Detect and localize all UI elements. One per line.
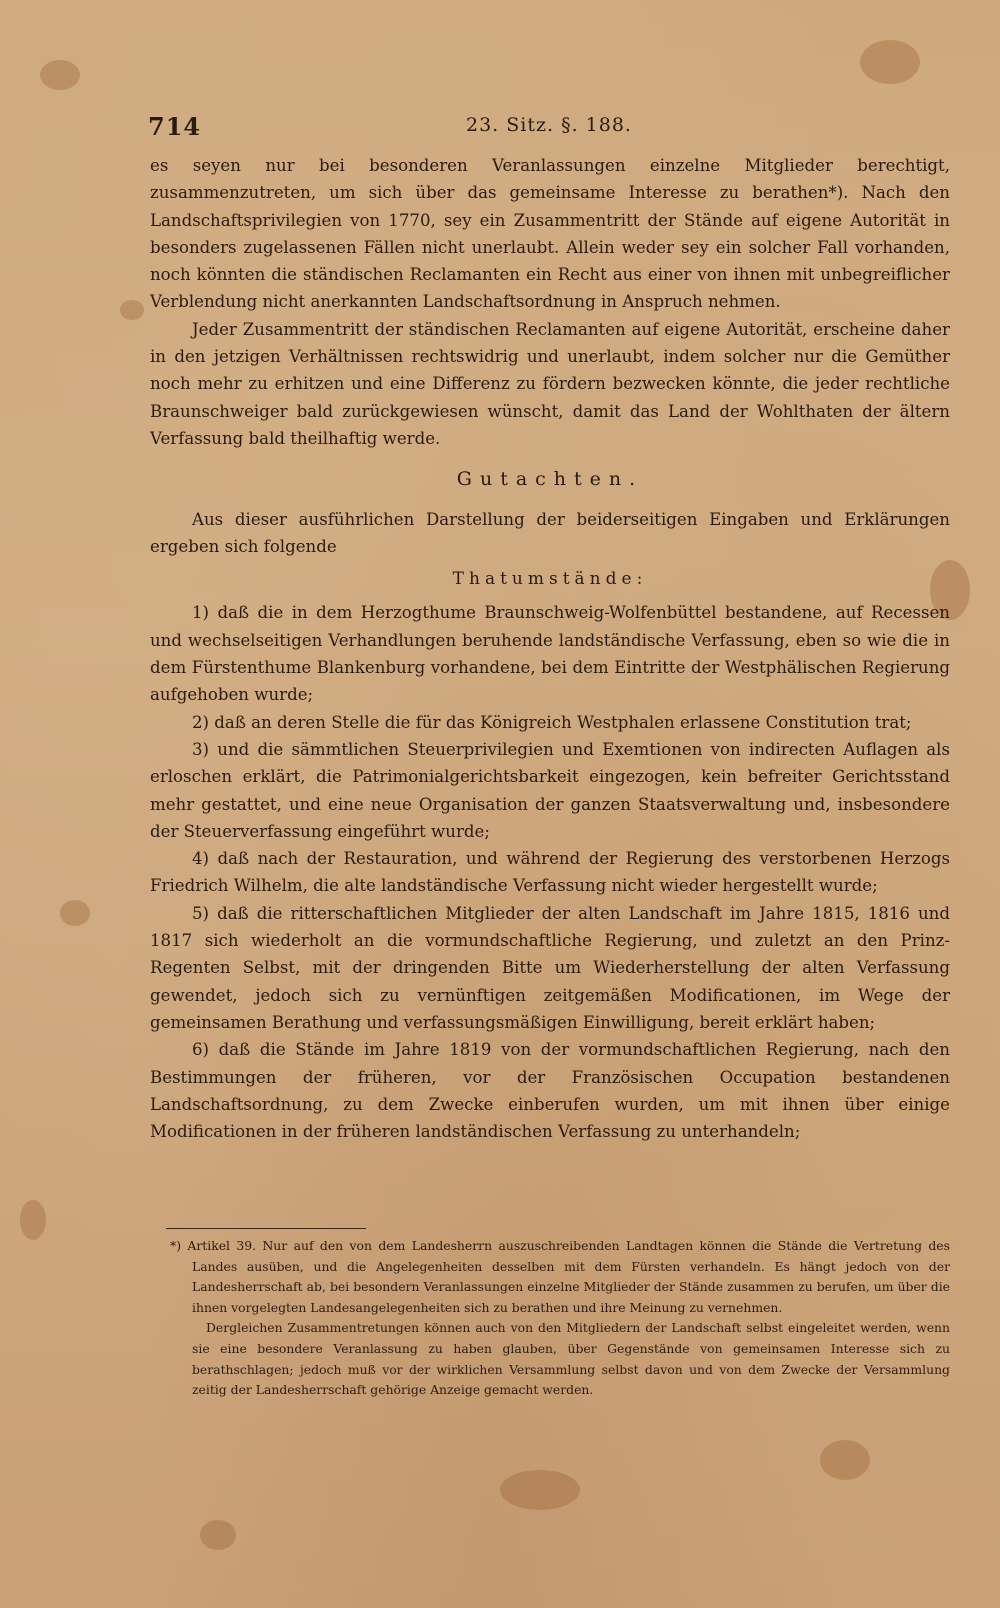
stain <box>860 40 920 84</box>
footnotes <box>170 1236 950 1401</box>
running-head: 23. Sitz. §. 188. <box>466 114 632 136</box>
list-item: 5) daß die ritterschaftlichen Mitglieder der alten Landschaft im Jahre 1815, 1816 und 1817 sich wiederholt an die vormundschaftliche Regierung, und zuletzt an den Prinz-Regenten Selbst, mit der dringenden Bitte um Wiederherstellung der alten Verfassung gewendet, jedoch sich zu vernünftigen zeitgemäßen Modificationen, im Wege der gemeinsamen Berathung und verfassungsmäßigen Einwilligung, bereit erklärt haben; <box>150 903 950 1032</box>
list-item: 2) daß an deren Stelle die für das Königreich Westphalen erlassene Constitution trat; <box>192 712 912 732</box>
stain <box>20 1200 46 1240</box>
page-number: 714 <box>148 112 202 141</box>
stain <box>500 1470 580 1510</box>
subsection-heading: Thatumstände: <box>452 569 648 590</box>
main-text <box>150 152 950 1145</box>
page-header <box>148 112 948 146</box>
footnote: *) Artikel 39. Nur auf den von dem Landesherrn auszuschreibenden Landtagen können die Stände die Vertretung des Landes ausüben, und die Angelegenheiten desselben mit dem Fürsten verhandeln. Es hängt jedoch von der Landesherrschaft ab, bei besondern Veranlassungen einzelne Mitglieder der Stände zusammen zu berufen, um über die ihnen vorgelegten Landesangelegenheiten sich zu berathen und ihre Meinung zu vernehmen. <box>170 1238 950 1315</box>
footnote-divider <box>166 1228 366 1229</box>
list-item: 1) daß die in dem Herzogthume Braunschweig-Wolfenbüttel bestandene, auf Recessen und wechselseitigen Verhandlungen beruhende landständische Verfassung, eben so wie die in dem Fürstenthume Blankenburg vorhandene, bei dem Eintritte der Westphälischen Regierung aufgehoben wurde; <box>150 603 950 705</box>
footnote: Dergleichen Zusammentretungen können auch von den Mitgliedern der Landschaft selbst eingeleitet werden, wenn sie eine besondere Veranlassung zu haben glauben, über Gegenstände von gemeinsamen Interesse sich zu berathschlagen; jedoch muß vor der wirklichen Versammlung selbst davon und von dem Zwecke der Versammlung zeitig der Landesherrschaft gehörige Anzeige gemacht werden. <box>192 1320 950 1398</box>
stain <box>200 1520 236 1550</box>
paragraph: Aus dieser ausführlichen Darstellung der beiderseitigen Eingaben und Erklärungen ergeben sich folgende <box>150 509 950 556</box>
stain <box>120 300 144 320</box>
stain <box>40 60 80 90</box>
list-item: 3) und die sämmtlichen Steuerprivilegien und Exemtionen von indirecten Auflagen als erloschen erklärt, die Patrimonialgerichtsbarkeit eingezogen, kein befreiter Gerichtsstand mehr gestattet, und eine neue Organisation der ganzen Staatsverwaltung und, insbesondere der Steuerverfassung eingeführt wurde; <box>150 739 950 841</box>
paragraph: es seyen nur bei besonderen Veranlassungen einzelne Mitglieder berechtigt, zusammenzutreten, um sich über das gemeinsame Interesse zu berathen*). Nach den Landschaftsprivilegien von 1770, sey ein Zusammentritt der Stände auf eigene Autorität in besonders zugelassenen Fällen nicht unerlaubt. Allein weder sey ein solcher Fall vorhanden, noch könnten die ständischen Reclamanten ein Recht aus einer von ihnen mit unbegreiflicher Verblendung nicht anerkannten Landschaftsordnung in Anspruch nehmen. <box>150 156 950 312</box>
list-item: 4) daß nach der Restauration, und während der Regierung des verstorbenen Herzogs Friedrich Wilhelm, die alte landständische Verfassung nicht wieder hergestellt wurde; <box>150 849 950 896</box>
section-heading: Gutachten. <box>456 468 644 491</box>
stain <box>60 900 90 926</box>
paragraph: Jeder Zusammentritt der ständischen Reclamanten auf eigene Autorität, erscheine daher in den jetzigen Verhältnissen rechtswidrig und unerlaubt, indem solcher nur die Gemüther noch mehr zu erhitzen und eine Differenz zu fördern bezwecken könnte, die jeder rechtliche Braunschweiger bald zurückgewiesen wünscht, damit das Land der Wohlthaten der ältern Verfassung bald theilhaftig werde. <box>150 319 950 448</box>
stain <box>820 1440 870 1480</box>
list-item: 6) daß die Stände im Jahre 1819 von der vormundschaftlichen Regierung, nach den Bestimmungen der früheren, vor der Französischen Occupation bestandenen Landschaftsordnung, zu dem Zwecke einberufen wurden, um mit ihnen über einige Modificationen in der früheren landständischen Verfassung zu unterhandeln; <box>150 1040 950 1142</box>
